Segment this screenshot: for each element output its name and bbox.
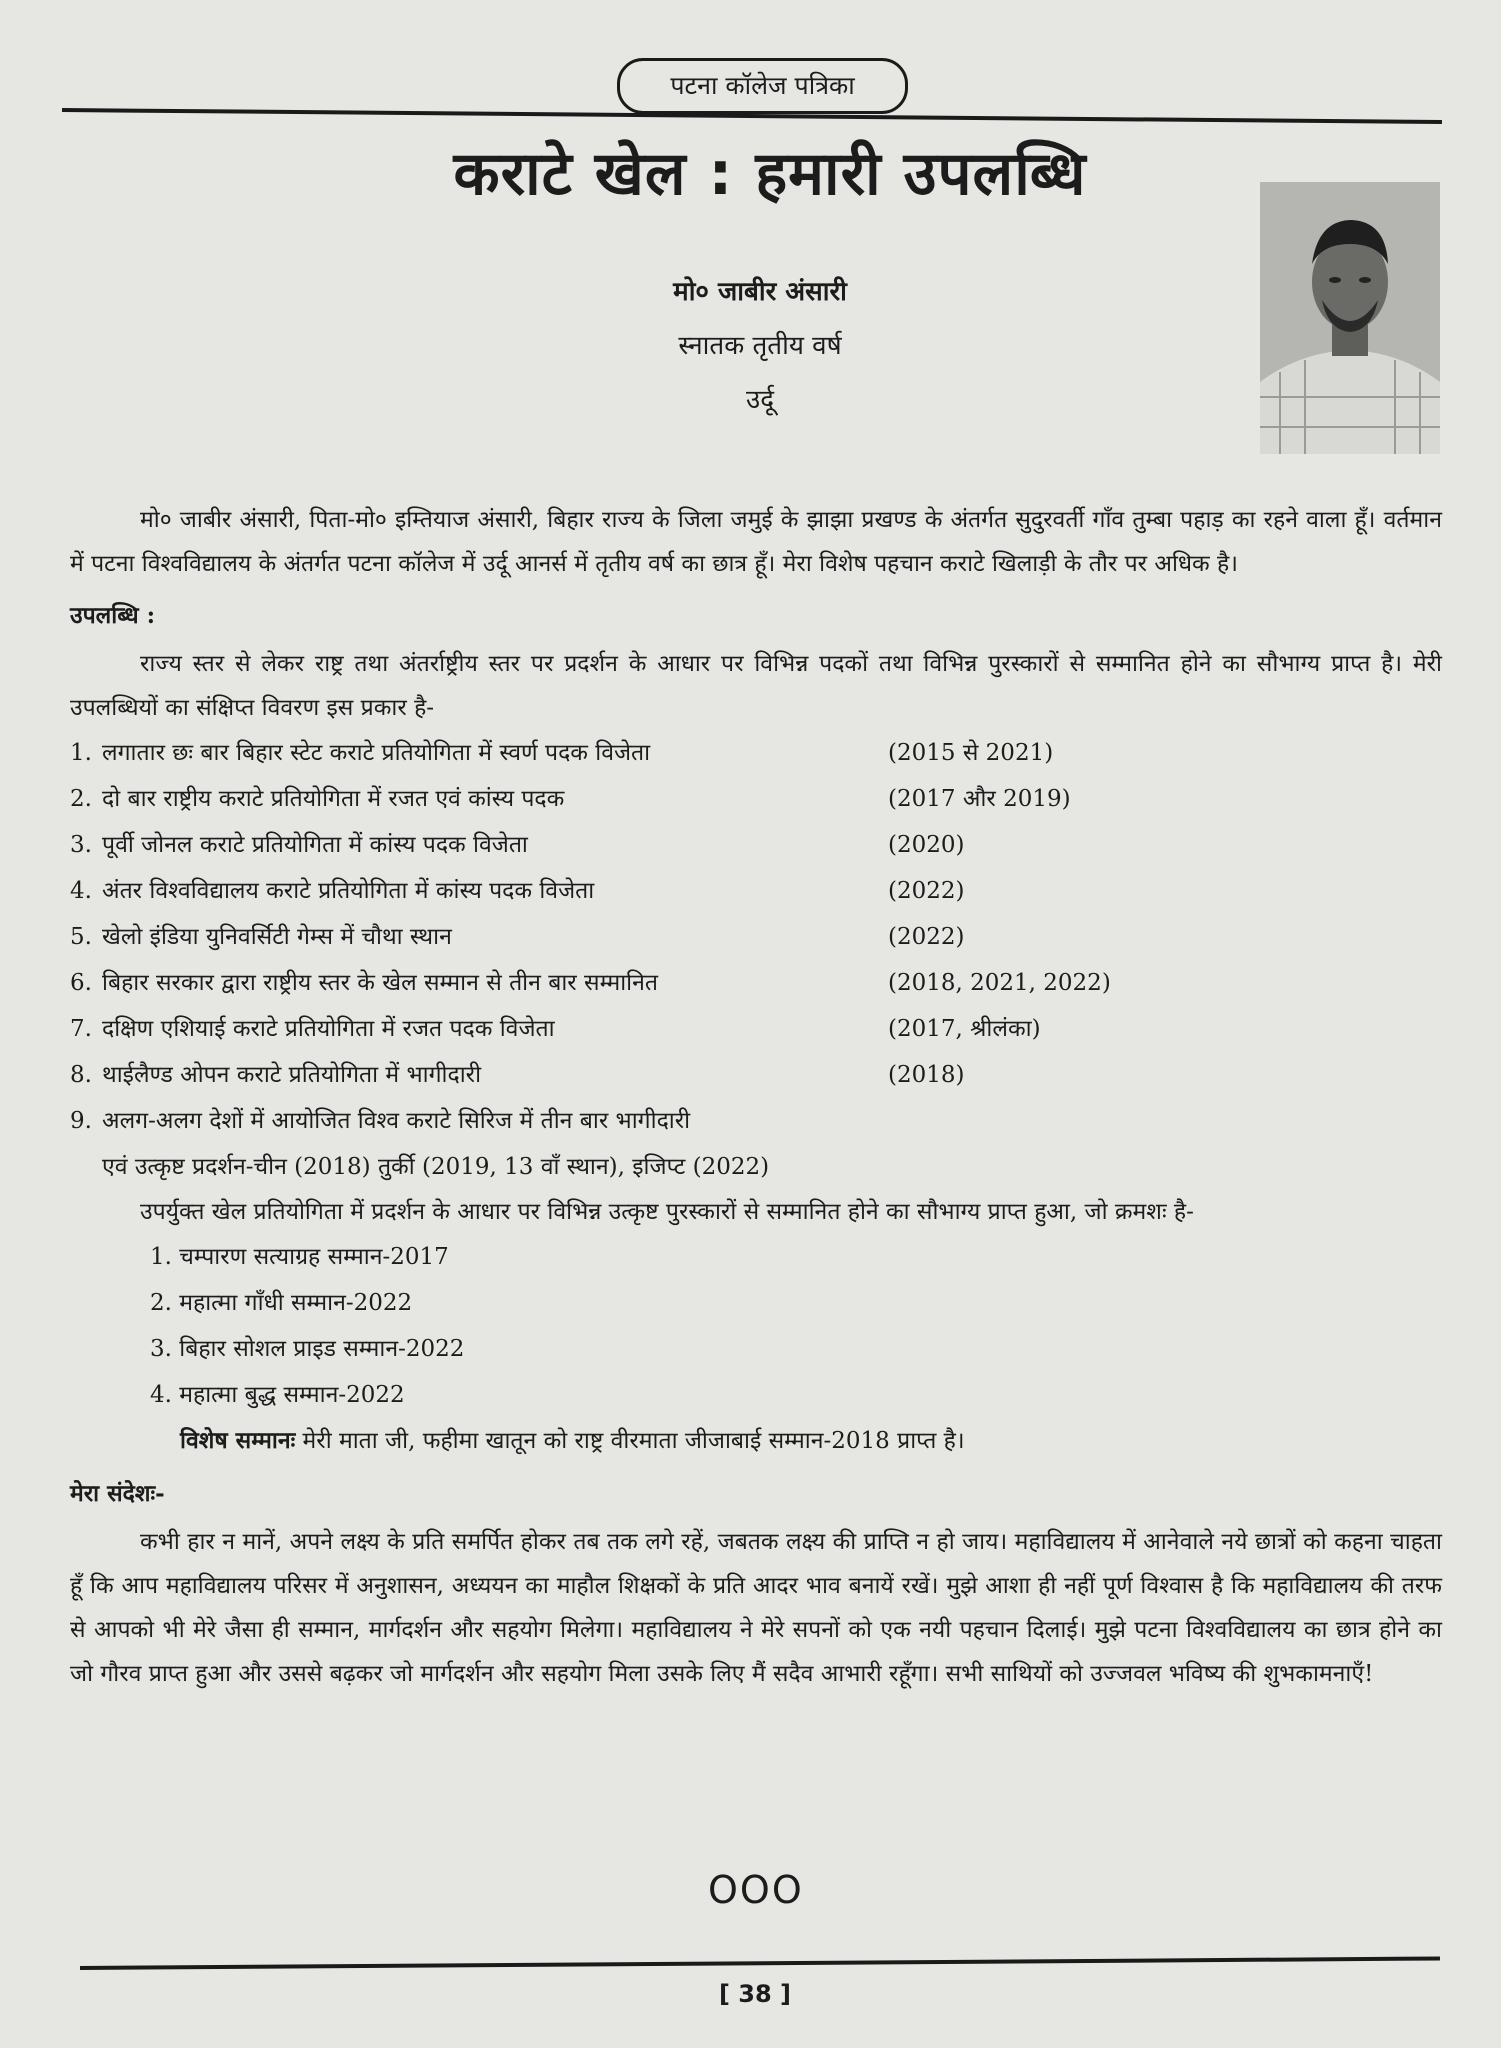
item-text: दो बार राष्ट्रीय कराटे प्रतियोगिता में रजत एवं कांस्य पदक — [102, 786, 565, 812]
item-number: 9. — [70, 1108, 92, 1134]
list-item — [70, 960, 1442, 1006]
award-item: 3. बिहार सोशल प्राइड सम्मान-2022 — [150, 1336, 465, 1362]
special-honour-label: विशेष सम्मानः — [180, 1427, 296, 1454]
achievements-heading: उपलब्धि : — [70, 602, 156, 629]
author-subject: उर्दू — [745, 385, 775, 415]
awards-list — [70, 1234, 1442, 1418]
item-year: (2017, श्रीलंका) — [888, 1016, 1041, 1042]
item-number: 4. — [70, 878, 92, 904]
achievements-list — [70, 730, 1442, 1190]
item-number: 2. — [70, 786, 92, 812]
item-year: (2020) — [888, 832, 965, 858]
page-number: [ 38 ] — [718, 1980, 792, 2008]
message-paragraph: कभी हार न मानें, अपने लक्ष्य के प्रति समर्पित होकर तब तक लगे रहें, जबतक लक्ष्य की प्राप्ति न हो जाय। महाविद्यालय में आनेवाले नये छात्रों को कहना चाहता हूँ कि आप महाविद्यालय परिसर में अनुशासन, अध्ययन का माहौल शिक्षकों के प्रति आदर भाव बनायें रखें। मुझे आशा ही नहीं पूर्ण विश्वास है कि महाविद्यालय की तरफ से आपको भी मेरे जैसा ही सम्मान, मार्गदर्शन और सहयोग मिलेगा। महाविद्यालय ने मेरे सपनों को एक नयी पहचान दिलाई। मुझे पटना विश्वविद्यालय का छात्र होने का जो गौरव प्राप्त हुआ और उससे बढ़कर जो मार्गदर्शन और सहयोग मिला उसके लिए मैं सदैव आभारी रहूँगा। सभी साथियों को उज्जवल भविष्य की शुभकामनाएँ! — [70, 1529, 1442, 1687]
special-honour — [70, 1418, 1442, 1464]
author-name: मो० जाबीर अंसारी — [673, 277, 847, 307]
item-number: 8. — [70, 1062, 92, 1088]
list-item — [70, 1006, 1442, 1052]
item-text: थाईलैण्ड ओपन कराटे प्रतियोगिता में भागीदारी — [102, 1062, 482, 1088]
item-number: 6. — [70, 970, 92, 996]
item-number: 7. — [70, 1016, 92, 1042]
item-year: (2018, 2021, 2022) — [888, 970, 1111, 996]
awards-intro: उपर्युक्त खेल प्रतियोगिता में प्रदर्शन के आधार पर विभिन्न उत्कृष्ट पुरस्कारों से सम्मानित होने का सौभाग्य प्राप्त हुआ, जो क्रमशः है- — [140, 1199, 1194, 1225]
author-info — [520, 272, 1000, 434]
end-ornament: OOO — [708, 1868, 804, 1912]
magazine-banner: पटना कॉलेज पत्रिका — [617, 58, 908, 114]
article-title: कराटे खेल : हमारी उपलब्धि — [453, 139, 1087, 209]
special-honour-text: मेरी माता जी, फहीमा खातून को राष्ट्र वीरमाता जीजाबाई सम्मान-2018 प्राप्त है। — [295, 1428, 965, 1454]
award-item: 1. चम्पारण सत्याग्रह सम्मान-2017 — [150, 1244, 449, 1270]
item-text: पूर्वी जोनल कराटे प्रतियोगिता में कांस्य पदक विजेता — [102, 832, 528, 858]
item-text: खेलो इंडिया युनिवर्सिटी गेम्स में चौथा स्थान — [102, 924, 452, 950]
item-year: (2015 से 2021) — [888, 740, 1054, 766]
item-text: बिहार सरकार द्वारा राष्ट्रीय स्तर के खेल सम्मान से तीन बार सम्मानित — [102, 970, 658, 996]
item-number: 1. — [70, 740, 92, 766]
list-item — [70, 868, 1442, 914]
item-year: (2017 और 2019) — [888, 786, 1071, 812]
item-year: (2022) — [888, 924, 965, 950]
item-number: 5. — [70, 924, 92, 950]
item-continuation: एवं उत्कृष्ट प्रदर्शन-चीन (2018) तुर्की (2019, 13 वाँ स्थान), इजिप्ट (2022) — [102, 1154, 770, 1180]
list-item — [70, 730, 1442, 776]
award-item: 2. महात्मा गाँधी सम्मान-2022 — [150, 1290, 413, 1316]
list-item — [70, 776, 1442, 822]
item-text: अंतर विश्वविद्यालय कराटे प्रतियोगिता में कांस्य पदक विजेता — [102, 878, 595, 904]
list-item — [70, 914, 1442, 960]
item-text: लगातार छः बार बिहार स्टेट कराटे प्रतियोगिता में स्वर्ण पदक विजेता — [102, 740, 651, 766]
list-item — [70, 1098, 1442, 1144]
item-year: (2018) — [888, 1062, 965, 1088]
footer-rule — [80, 1957, 1440, 1970]
list-item — [70, 822, 1442, 868]
item-number: 3. — [70, 832, 92, 858]
list-item — [70, 1052, 1442, 1098]
intro-paragraph: मो० जाबीर अंसारी, पिता-मो० इम्तियाज अंसारी, बिहार राज्य के जिला जमुई के झाझा प्रखण्ड के अंतर्गत सुदुरवर्ती गाँव तुम्बा पहाड़ का रहने वाला हूँ। वर्तमान में पटना विश्वविद्यालय के अंतर्गत पटना कॉलेज में उर्दू आनर्स में तृतीय वर्ष का छात्र हूँ। मेरा विशेष पहचान कराटे खिलाड़ी के तौर पर अधिक है। — [70, 507, 1442, 577]
portrait-image — [1260, 182, 1440, 454]
achievements-intro: राज्य स्तर से लेकर राष्ट्र तथा अंतर्राष्ट्रीय स्तर पर प्रदर्शन के आधार पर विभिन्न पदकों तथा विभिन्न पुरस्कारों से सम्मानित होने का सौभाग्य प्राप्त है। मेरी उपलब्धियों का संक्षिप्त विवरण इस प्रकार है- — [70, 651, 1442, 721]
author-class: स्नातक तृतीय वर्ष — [678, 331, 842, 361]
item-text: दक्षिण एशियाई कराटे प्रतियोगिता में रजत पदक विजेता — [102, 1016, 555, 1042]
item-year: (2022) — [888, 878, 965, 904]
article-body — [70, 498, 1442, 1696]
author-photo — [1260, 182, 1440, 454]
item-text: अलग-अलग देशों में आयोजित विश्व कराटे सिरिज में तीन बार भागीदारी — [102, 1108, 691, 1134]
award-item: 4. महात्मा बुद्ध सम्मान-2022 — [150, 1382, 405, 1408]
message-heading: मेरा संदेशः- — [70, 1480, 165, 1507]
